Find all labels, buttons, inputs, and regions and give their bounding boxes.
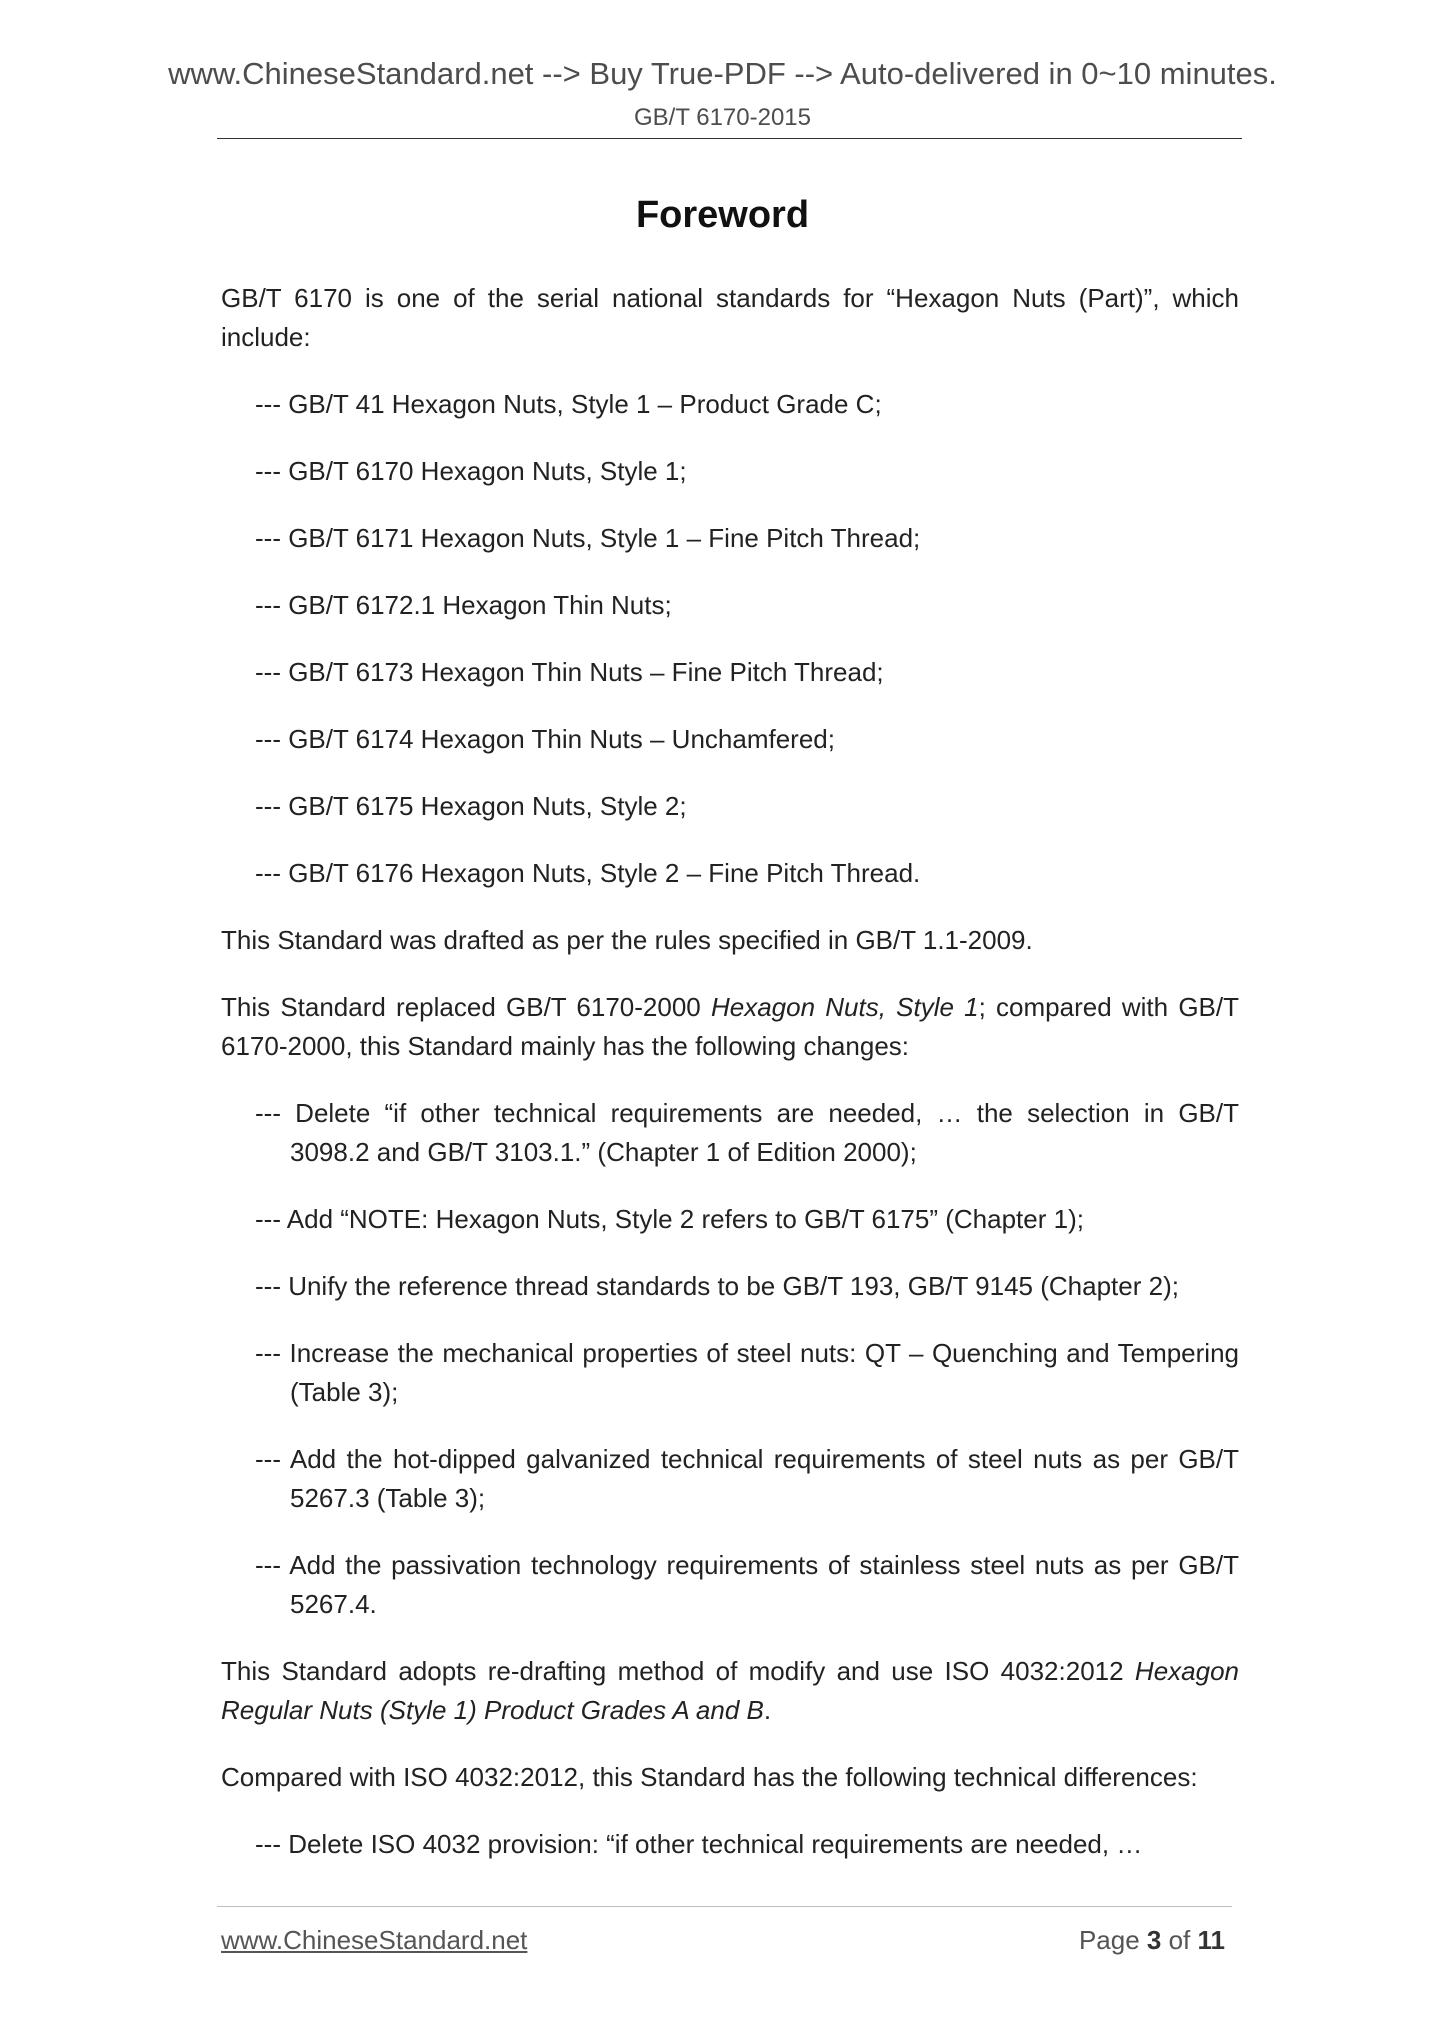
page-title: Foreword [635,194,810,236]
series-item: --- GB/T 41 Hexagon Nuts, Style 1 – Product Grade C; [255,389,882,419]
intro-paragraph: GB/T 6170 is one of the serial national standards for “Hexagon Nuts (Part)”, which include: [221,283,1239,352]
change-item: --- Add the hot-dipped galvanized technical requirements of steel nuts as per GB/T 5267.3 (Table 3); [255,1444,1239,1513]
header-banner: www.ChineseStandard.net --> Buy True-PDF --> Auto-delivered in 0~10 minutes. [168,56,1277,91]
change-item: --- Add the passivation technology requirements of stainless steel nuts as per GB/T 5267.4. [255,1550,1239,1619]
footer-divider [217,1906,1232,1907]
page-indicator [1000,1924,1225,1956]
page-current: 3 [1146,1925,1162,1955]
change-item: --- Increase the mechanical properties of steel nuts: QT – Quenching and Tempering (Table 3); [255,1338,1239,1407]
adoption-paragraph [221,1652,1239,1730]
page-total: 11 [1197,1925,1225,1955]
change-item: --- Unify the reference thread standards to be GB/T 193, GB/T 9145 (Chapter 2); [255,1271,1179,1301]
series-item: --- GB/T 6172.1 Hexagon Thin Nuts; [255,590,672,620]
differences-intro-paragraph: Compared with ISO 4032:2012, this Standard has the following technical differences: [221,1762,1198,1792]
replacement-text: ; compared with GB/T 6170-2000, this Standard mainly has the following changes: [221,992,1239,1061]
page-label: Page [1078,1925,1147,1955]
replaced-standard-title: Hexagon Nuts, Style 1 [710,992,979,1022]
replacement-paragraph [221,988,1239,1066]
replacement-text: This Standard replaced GB/T 6170-2000 [221,992,711,1022]
series-item: --- GB/T 6173 Hexagon Thin Nuts – Fine Pitch Thread; [255,657,884,687]
standard-code: GB/T 6170-2015 [633,104,811,131]
series-item: --- GB/T 6170 Hexagon Nuts, Style 1; [255,456,687,486]
page-of: of [1161,1925,1198,1955]
series-item: --- GB/T 6175 Hexagon Nuts, Style 2; [255,791,687,821]
iso-standard-title: Hexagon Regular Nuts (Style 1) Product Grades A and B [221,1656,1239,1725]
drafting-rules-paragraph: This Standard was drafted as per the rules specified in GB/T 1.1-2009. [221,925,1033,955]
series-item: --- GB/T 6176 Hexagon Nuts, Style 2 – Fine Pitch Thread. [255,858,921,888]
foreword-body [221,279,1239,1892]
series-item: --- GB/T 6174 Hexagon Thin Nuts – Unchamfered; [255,724,835,754]
series-item: --- GB/T 6171 Hexagon Nuts, Style 1 – Fine Pitch Thread; [255,523,921,553]
adoption-text: This Standard adopts re-drafting method of modify and use ISO 4032:2012 [221,1656,1135,1686]
change-item: --- Add “NOTE: Hexagon Nuts, Style 2 refers to GB/T 6175” (Chapter 1); [255,1204,1084,1234]
change-item: --- Delete “if other technical requirements are needed, … the selection in GB/T 3098.2 and GB/T 3103.1.” (Chapter 1 of Edition 2000); [255,1098,1239,1167]
difference-item: --- Delete ISO 4032 provision: “if other technical requirements are needed, … [255,1829,1143,1859]
header-divider [217,138,1242,139]
adoption-text: . [763,1695,772,1725]
footer-site-link[interactable]: www.ChineseStandard.net [221,1925,528,1955]
